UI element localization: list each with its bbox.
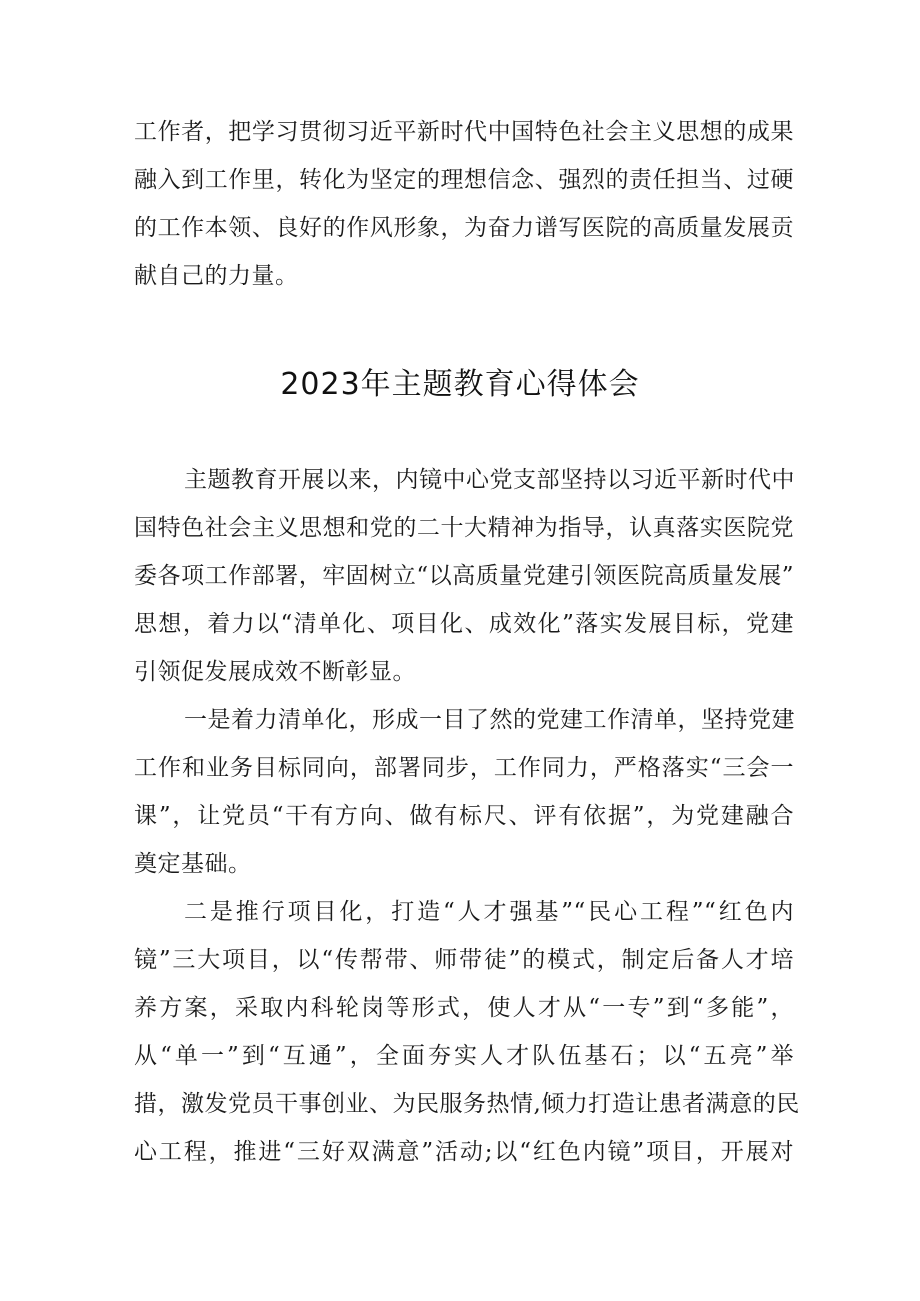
text-line: 工作和业务目标同向，部署同步，工作同力，严格落实“三会一 [134,755,794,781]
text-line: 奠定基础。 [134,851,252,877]
text-line: 国特色社会主义思想和党的二十大精神为指导，认真落实医院党 [134,515,794,541]
article-title: 2023年主题教育心得体会 [280,367,640,402]
text-line: 融入到工作里，转化为坚定的理想信念、强烈的责任担当、过硬 [134,167,794,193]
text-line: 引领促发展成效不断彰显。 [134,659,416,685]
text-line: 思想，着力以“清单化、项目化、成效化”落实发展目标，党建 [134,611,794,637]
paragraph-3 [134,888,800,1176]
paragraph-1 [134,456,794,696]
text-line: 主题教育开展以来，内镜中心党支部坚持以习近平新时代中 [184,467,795,493]
text-line: 的工作本领、良好的作风形象，为奋力谱写医院的高质量发展贡 [134,215,794,241]
text-line: 从“单一”到“互通”，全面夯实人才队伍基石；以“五亮”举 [134,1043,794,1069]
text-line: 委各项工作部署，牢固树立“以高质量党建引领医院高质量发展” [134,563,794,589]
text-line: 养方案，采取内科轮岗等形式，使人才从“一专”到“多能”， [134,995,794,1021]
text-line: 课”，让党员“干有方向、做有标尺、评有依据”，为党建融合 [134,803,794,829]
text-line: 工作者，把学习贯彻习近平新时代中国特色社会主义思想的成果 [134,119,794,145]
text-line: 镜”三大项目，以“传帮带、师带徒”的模式，制定后备人才培 [134,947,794,973]
text-line: 措，激发党员干事创业、为民服务热情,倾力打造让患者满意的民 [134,1091,800,1117]
paragraph-2 [134,696,794,888]
intro-paragraph [134,108,794,300]
text-line: 二是推行项目化，打造“人才强基”“民心工程”“红色内 [184,899,794,925]
text-line: 一是着力清单化，形成一目了然的党建工作清单，坚持党建 [184,707,795,733]
text-line: 心工程，推进“三好双满意”活动;以“红色内镜”项目，开展对 [134,1139,794,1165]
text-line: 献自己的力量。 [134,263,299,289]
